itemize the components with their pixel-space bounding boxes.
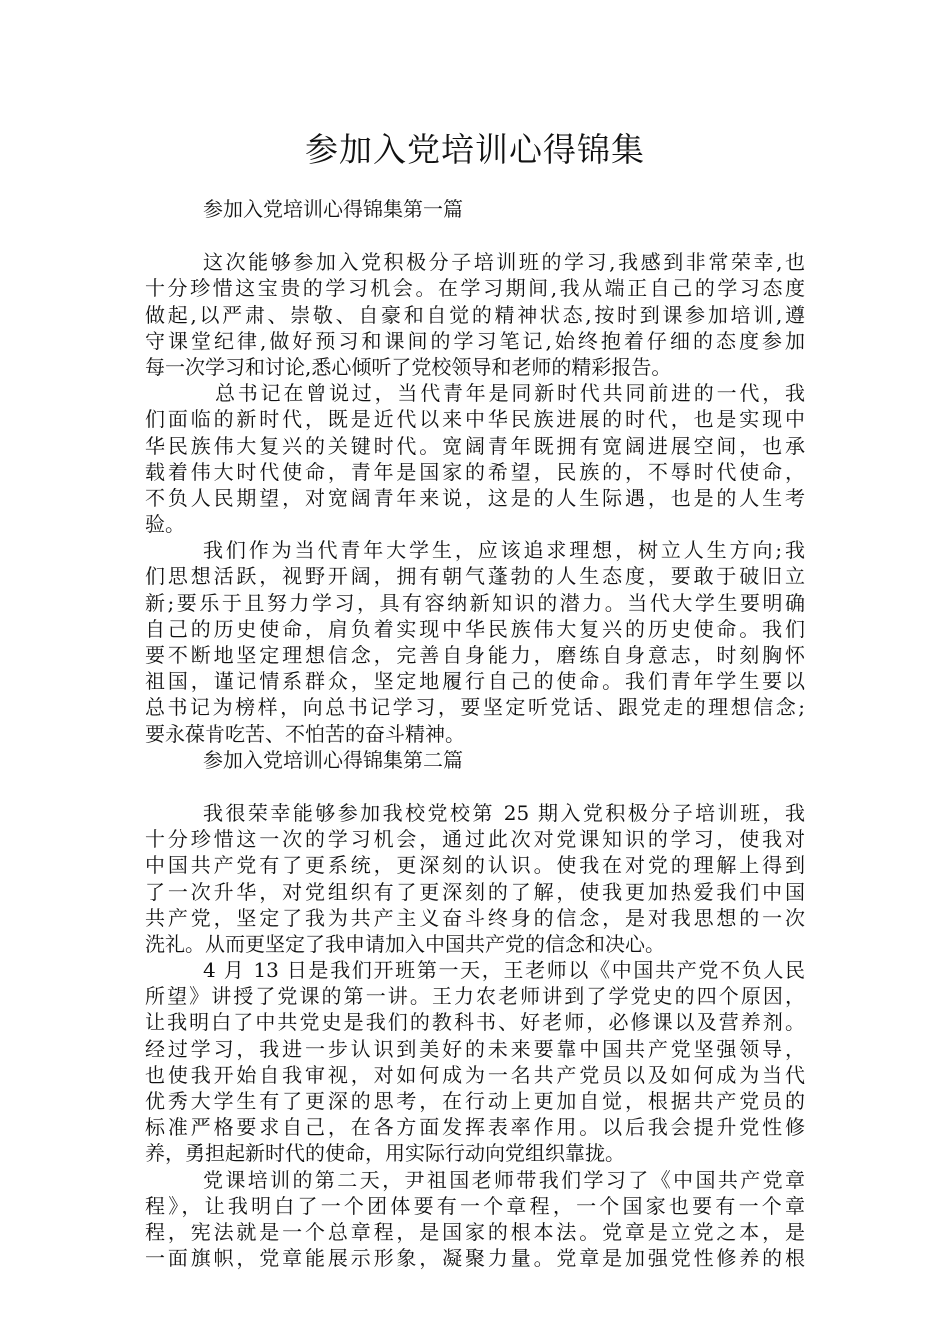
paragraph-line: 们面临的新时代，既是近代以来中华民族进展的时代，也是实现中 bbox=[145, 407, 805, 432]
paragraph-line: 做起,以严肃、崇敬、自豪和自觉的精神状态,按时到课参加培训,遵 bbox=[145, 302, 805, 327]
paragraph-line: 新;要乐于且努力学习，具有容纳新知识的潜力。当代大学生要明确 bbox=[145, 590, 805, 615]
paragraph-line: 守课堂纪律,做好预习和课间的学习笔记,始终抱着仔细的态度参加 bbox=[145, 328, 805, 353]
paragraph-line: 所望》讲授了党课的第一讲。王力农老师讲到了学党史的四个原因， bbox=[145, 984, 805, 1009]
paragraph-line: 华民族伟大复兴的关键时代。宽阔青年既拥有宽阔进展空间，也承 bbox=[145, 433, 805, 458]
paragraph-line: 程》，让我明白了一个团体要有一个章程，一个国家也要有一个章 bbox=[145, 1193, 805, 1218]
paragraph-line: 党课培训的第二天，尹祖国老师带我们学习了《中国共产党章 bbox=[203, 1167, 805, 1192]
paragraph-line: 要永葆肯吃苦、不怕苦的奋斗精神。 bbox=[145, 721, 465, 746]
spacer bbox=[145, 773, 805, 800]
paragraph-line: 标准严格要求自己，在各方面发挥表率作用。以后我会提升党性修 bbox=[145, 1115, 805, 1140]
paragraph-line: 们思想活跃，视野开阔，拥有朝气蓬勃的人生态度，要敢于破旧立 bbox=[145, 564, 805, 589]
paragraph-line: 载着伟大时代使命，青年是国家的希望，民族的，不辱时代使命， bbox=[145, 459, 805, 484]
paragraph-line: 优秀大学生有了更深的思考，在行动上更加自觉，根据共产党员的 bbox=[145, 1089, 805, 1113]
paragraph-line: 我很荣幸能够参加我校党校第 25 期入党积极分子培训班，我 bbox=[203, 800, 805, 825]
document-body bbox=[145, 196, 805, 1271]
paragraph-line: 让我明白了中共党史是我们的教科书、好老师，必修课以及营养剂。 bbox=[145, 1010, 805, 1035]
paragraph-line: 不负人民期望，对宽阔青年来说，这是的人生际遇，也是的人生考 bbox=[145, 485, 805, 510]
paragraph-line: 洗礼。从而更坚定了我申请加入中国共产党的信念和决心。 bbox=[145, 931, 665, 956]
paragraph-line: 中国共产党有了更系统，更深刻的认识。使我在对党的理解上得到 bbox=[145, 853, 805, 878]
paragraph-line: 也使我开始自我审视，对如何成为一名共产党员以及如何成为当代 bbox=[145, 1062, 805, 1087]
paragraph-line: 总书记在曾说过，当代青年是同新时代共同前进的一代，我 bbox=[215, 381, 805, 406]
paragraph-line: 要不断地坚定理想信念，完善自身能力，磨练自身意志，时刻胸怀 bbox=[145, 643, 805, 667]
paragraph-line: 十分珍惜这宝贵的学习机会。在学习期间,我从端正自己的学习态度 bbox=[145, 276, 805, 301]
section-heading-1: 参加入党培训心得锦集第一篇 bbox=[203, 197, 463, 221]
paragraph-line: 这次能够参加入党积极分子培训班的学习,我感到非常荣幸,也 bbox=[203, 250, 805, 275]
paragraph-line: 4 月 13 日是我们开班第一天，王老师以《中国共产党不负人民 bbox=[203, 958, 805, 983]
paragraph-line: 每一次学习和讨论,悉心倾听了党校领导和老师的精彩报告。 bbox=[145, 354, 672, 379]
paragraph-line: 经过学习，我进一步认识到美好的未来要靠中国共产党坚强领导， bbox=[145, 1036, 805, 1061]
paragraph-line: 验。 bbox=[145, 512, 185, 537]
paragraph-line: 了一次升华，对党组织有了更深刻的了解，使我更加热爱我们中国 bbox=[145, 879, 805, 904]
spacer bbox=[145, 222, 805, 249]
document-title: 参加入党培训心得锦集 bbox=[305, 130, 645, 169]
paragraph-line: 养，勇担起新时代的使命，用实际行动向党组织靠拢。 bbox=[145, 1141, 625, 1166]
paragraph-line: 自己的历史使命，肩负着实现中华民族伟大复兴的历史使命。我们 bbox=[145, 616, 805, 641]
paragraph-line: 程，宪法就是一个总章程，是国家的根本法。党章是立党之本，是 bbox=[145, 1219, 805, 1244]
paragraph-line: 总书记为榜样，向总书记学习，要坚定听党话、跟党走的理想信念; bbox=[145, 695, 805, 720]
paragraph-line: 一面旗帜，党章能展示形象，凝聚力量。党章是加强党性修养的根 bbox=[145, 1246, 805, 1271]
paragraph-line: 共产党，坚定了我为共产主义奋斗终身的信念，是对我思想的一次 bbox=[145, 905, 805, 930]
paragraph-line: 十分珍惜这一次的学习机会，通过此次对党课知识的学习，使我对 bbox=[145, 827, 805, 852]
paragraph-line: 祖国，谨记情系群众，坚定地履行自己的使命。我们青年学生要以 bbox=[145, 669, 805, 694]
section-heading-2: 参加入党培训心得锦集第二篇 bbox=[203, 747, 463, 772]
paragraph-line: 我们作为当代青年大学生，应该追求理想，树立人生方向;我 bbox=[203, 538, 805, 563]
